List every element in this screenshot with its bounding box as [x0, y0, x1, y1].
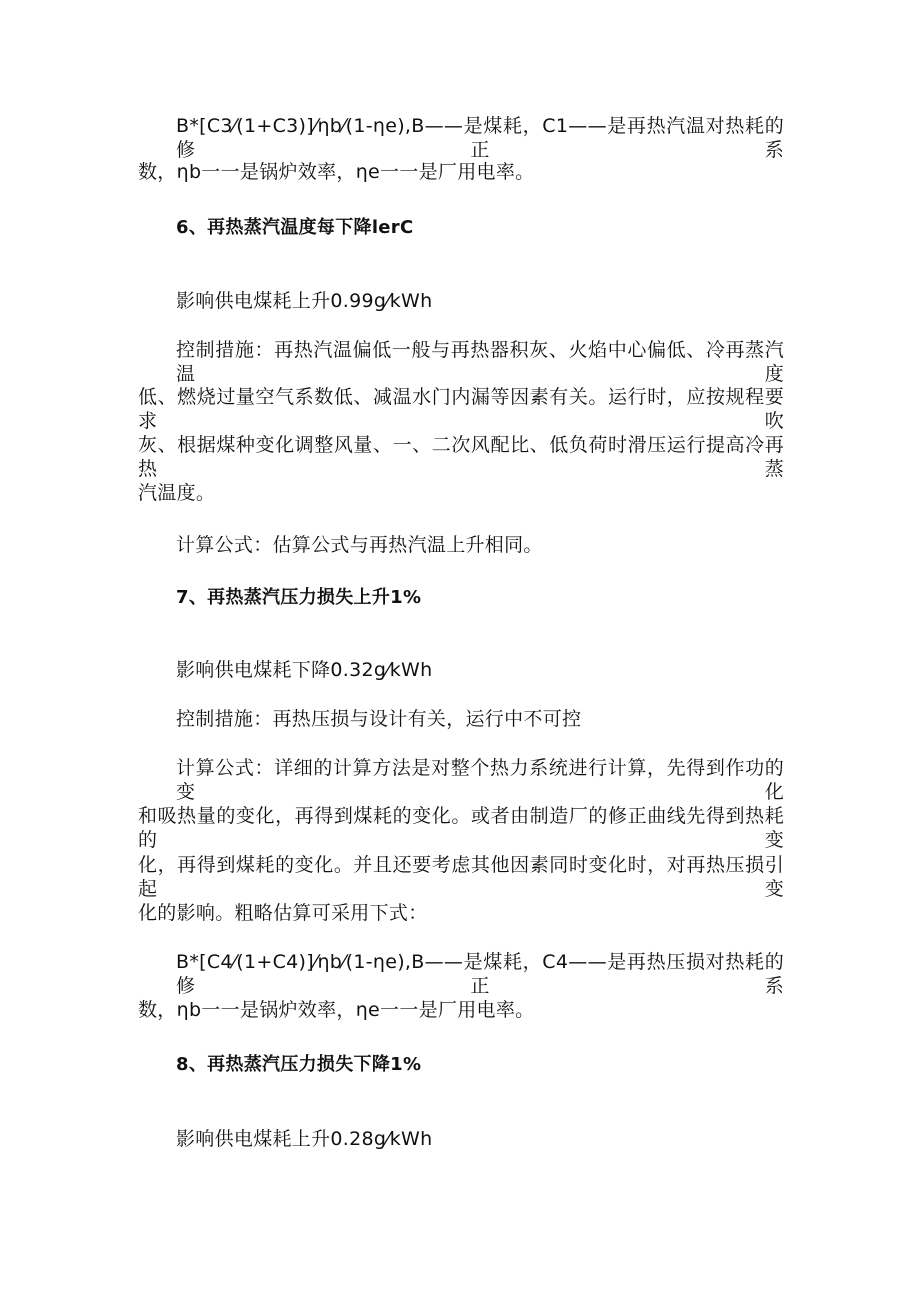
section-6-control-line-1: 控制措施：再热汽温偏低一般与再热器积灰、火焰中心偏低、冷再蒸汽温度 — [176, 339, 784, 385]
formula-c4-line-2: 数，ηb一一是锅炉效率，ηe一一是厂用电率。 — [138, 999, 535, 1021]
section-6-control-line-3: 灰、根据煤种变化调整风量、一、二次风配比、低负荷时滑压运行提高冷再热蒸 — [138, 434, 784, 480]
section-7-heading: 7、再热蒸汽压力损失上升1% — [176, 587, 422, 608]
section-7-formula-line-2: 和吸热量的变化，再得到煤耗的变化。或者由制造厂的修正曲线先得到热耗的变 — [138, 805, 784, 851]
section-7-control: 控制措施：再热压损与设计有关，运行中不可控 — [176, 708, 582, 730]
section-7-impact: 影响供电煤耗下降0.32g⁄kWh — [176, 659, 433, 681]
section-8-heading: 8、再热蒸汽压力损失下降1% — [176, 1054, 422, 1075]
section-7-formula-line-4: 化的影响。粗略估算可采用下式： — [138, 902, 428, 924]
section-8-impact: 影响供电煤耗上升0.28g⁄kWh — [176, 1128, 433, 1150]
section-6-heading: 6、再热蒸汽温度每下降lerC — [176, 217, 414, 238]
formula-c4-line-1: B*[C4⁄(1+C4)]⁄ηb⁄(1-ηe),B——是煤耗，C4——是再热压损对热耗的修正系 — [176, 951, 784, 997]
section-6-control-line-2: 低、燃烧过量空气系数低、减温水门内漏等因素有关。运行时，应按规程要求吹 — [138, 386, 784, 432]
section-6-control-line-4: 汽温度。 — [138, 482, 216, 504]
section-6-impact: 影响供电煤耗上升0.99g⁄kWh — [176, 290, 433, 312]
formula-c3-line-2: 数，ηb一一是锅炉效率，ηe一一是厂用电率。 — [138, 161, 535, 183]
section-6-formula: 计算公式：估算公式与再热汽温上升相同。 — [176, 534, 543, 556]
section-7-formula-line-3: 化，再得到煤耗的变化。并且还要考虑其他因素同时变化时，对再热压损引起变 — [138, 854, 784, 900]
section-7-formula-line-1: 计算公式：详细的计算方法是对整个热力系统进行计算，先得到作功的变化 — [176, 757, 784, 803]
formula-c3-line-1: B*[C3⁄(1+C3)]⁄ηb⁄(1-ηe),B——是煤耗，C1——是再热汽温对热耗的修正系 — [176, 115, 784, 161]
